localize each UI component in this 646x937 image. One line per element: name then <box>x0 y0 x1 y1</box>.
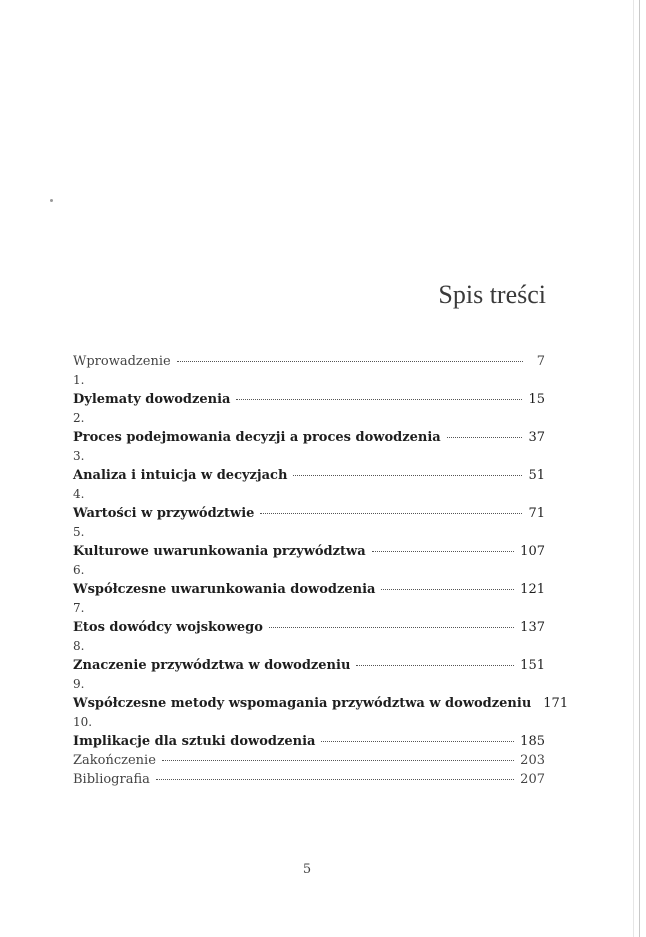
chapter-number: 10. <box>73 715 93 729</box>
dot-leader <box>293 475 522 476</box>
toc-entry-ch9[interactable] <box>73 694 569 713</box>
table-of-contents <box>73 352 569 789</box>
toc-page: 37 <box>528 430 545 445</box>
chapter-number: 1. <box>73 373 85 387</box>
toc-label: Współczesne uwarunkowania dowodzenia <box>73 582 376 597</box>
toc-label: Znaczenie przywództwa w dowodzeniu <box>73 658 351 673</box>
toc-label: Kulturowe uwarunkowania przywództwa <box>73 544 366 559</box>
toc-page: 15 <box>528 392 545 407</box>
dot-leader <box>162 760 514 761</box>
page-edge <box>639 0 640 937</box>
toc-page: 207 <box>520 772 545 787</box>
toc-page: 151 <box>520 658 545 673</box>
dot-leader <box>372 551 515 552</box>
page-title: Spis treści <box>438 280 546 309</box>
scan-speck <box>50 199 53 202</box>
toc-label: Proces podejmowania decyzji a proces dowodzenia <box>73 430 441 445</box>
dot-leader <box>236 399 522 400</box>
toc-label: Współczesne metody wspomagania przywództwa w dowodzeniu <box>73 696 532 711</box>
chapter-number: 4. <box>73 487 85 501</box>
toc-label: Bibliografia <box>73 772 150 787</box>
toc-page: 7 <box>536 354 545 369</box>
toc-entry-outro[interactable] <box>73 751 545 770</box>
toc-page: 71 <box>528 506 545 521</box>
chapter-number: 5. <box>73 525 85 539</box>
toc-label: Implikacje dla sztuki dowodzenia <box>73 734 316 749</box>
dot-leader <box>381 589 514 590</box>
toc-label: Wprowadzenie <box>73 354 171 369</box>
chapter-number: 9. <box>73 677 85 691</box>
toc-page: 51 <box>528 468 545 483</box>
toc-entry-ch8[interactable] <box>73 656 545 675</box>
toc-page: 171 <box>543 696 569 711</box>
toc-label: Zakończenie <box>73 753 156 768</box>
dot-leader <box>356 665 514 666</box>
chapter-number: 6. <box>73 563 85 577</box>
toc-entry-bibliography[interactable] <box>73 770 545 789</box>
dot-leader <box>269 627 514 628</box>
toc-entry-ch2[interactable] <box>73 428 545 447</box>
toc-entry-ch1[interactable] <box>73 390 545 409</box>
dot-leader <box>156 779 514 780</box>
toc-page: 121 <box>520 582 545 597</box>
toc-page: 185 <box>520 734 545 749</box>
toc-entry-ch6[interactable] <box>73 580 545 599</box>
chapter-number: 8. <box>73 639 85 653</box>
page-edge-inner <box>633 0 634 937</box>
toc-page: 137 <box>520 620 545 635</box>
chapter-number: 3. <box>73 449 85 463</box>
dot-leader <box>260 513 522 514</box>
toc-label: Etos dowódcy wojskowego <box>73 620 263 635</box>
chapter-number: 7. <box>73 601 85 615</box>
toc-entry-ch10[interactable] <box>73 732 545 751</box>
toc-entry-ch7[interactable] <box>73 618 545 637</box>
toc-label: Dylematy dowodzenia <box>73 392 231 407</box>
toc-entry-ch5[interactable] <box>73 542 545 561</box>
page-number: 5 <box>302 862 312 877</box>
dot-leader <box>447 437 523 438</box>
dot-leader <box>177 361 523 362</box>
toc-entry-ch3[interactable] <box>73 466 545 485</box>
toc-entry-intro[interactable] <box>73 352 545 371</box>
toc-page: 203 <box>520 753 545 768</box>
toc-label: Wartości w przywództwie <box>73 506 255 521</box>
chapter-number: 2. <box>73 411 85 425</box>
toc-entry-ch4[interactable] <box>73 504 545 523</box>
toc-page: 107 <box>520 544 545 559</box>
dot-leader <box>321 741 514 742</box>
toc-label: Analiza i intuicja w decyzjach <box>73 468 288 483</box>
